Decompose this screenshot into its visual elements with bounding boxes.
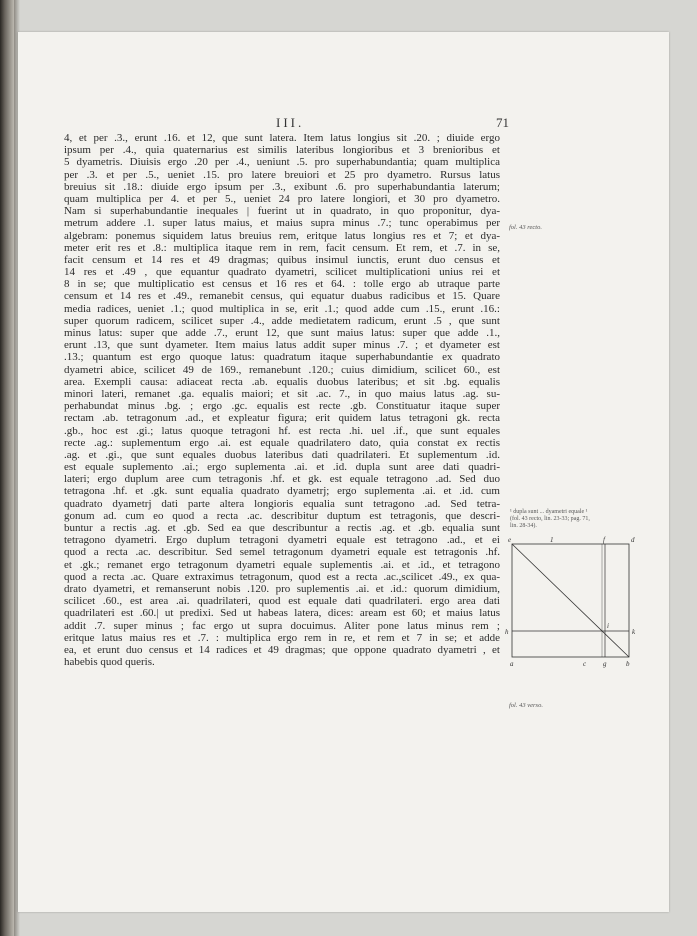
text-line: lateri; ergo duplum aree cum tetragonis .hf. et gk. est equale tetragono .ad. Sed duo xyxy=(64,473,500,486)
label-i: i xyxy=(607,622,609,630)
text-line: 8 in se; que multiplicatio est census et 16 res et 64. : tolle ergo ab utraque parte xyxy=(64,278,500,291)
text-line: .13.; quantum est ergo quoque latus: quadratum itaque superhabundantie ex quadrato xyxy=(64,351,500,364)
text-line: habebis quod queris. xyxy=(64,656,155,669)
text-line: quam multiplica per 4. et per 5., ueniet 24 pro latere longiori, et 30 pro dyametro. xyxy=(64,192,500,205)
text-line: et .gk.; remanet ergo tetragonum dyametri equale suplementis .ai. et .id., et tetragono xyxy=(64,558,500,571)
text-line: tetragono dyametri. Ergo duplum tetragoni dyametri equale est tetragono .ad., et ei xyxy=(64,534,500,547)
text-line: meter erit res et .8.: multiplica itaque rem in rem, facit censum. Et rem, et .7. in se, xyxy=(64,241,500,254)
text-line: algebram: ponemus siquidem latus breuius rem, eritque latus longius res et 7; et dya- xyxy=(64,229,500,242)
text-line: recte .ag.: suplementum ergo .ai. est equale quadrilatero dato, quia constat ex rectis xyxy=(64,436,500,449)
text-line: facit censum et 14 res et 49 dragmas; quibus insimul iunctis, erunt duo census et xyxy=(64,253,500,266)
text-line: metrum addere .1. super latus maius, et maius supra minus .7.; tunc operabimus per xyxy=(64,217,500,230)
label-f: f xyxy=(603,536,605,544)
text-line: .gb., hoc est .gi.; latus quoque tetragoni hf. est recta .hi. uel .if., que sunt equales xyxy=(64,424,500,437)
text-line: quod a recta .ac. Quare extraximus tetragonum, quod est a recta .ac.,scilicet .49., ex qua- xyxy=(64,570,500,583)
text-line: media radices, ueniet .1.; quod multiplica in se, erit .1.; quod adde cum .15., erunt .16.: xyxy=(64,302,500,315)
caption-line: lin. 28-34). xyxy=(510,523,537,529)
text-line: ipsum per .4., quia quaternarius est similis lateribus longioribus et 3 brenioribus et xyxy=(64,144,500,157)
label-g: g xyxy=(603,660,607,668)
text-line: scilicet .60., est area .ai. quadrilateri, quod est equale dati quadrilateri. ergo area dati xyxy=(64,595,500,608)
text-line: quod a recta .ac. describitur. Sed semel tetragonum dyametri equale est tetragonis .hf. xyxy=(64,546,500,559)
page-number: 71 xyxy=(496,115,509,130)
text-line: area. Exempli causa: adiaceat recta .ab. equalis duobus lateribus; et sit .bg. equalis xyxy=(64,375,500,388)
text-line: minori lateri, remanet .ga. equalis maiori; et sit .ac. 7., in quo maius latus .ag. su- xyxy=(64,387,500,400)
chapter-number: III. xyxy=(276,115,305,130)
body-text xyxy=(64,132,500,668)
text-line: erunt .13, que sunt dyameter. Item maius latus addit super minus .7. ; et dyameter est xyxy=(64,339,500,352)
geometric-figure xyxy=(504,534,644,674)
text-line: eritque latus maius res et .7. : multiplica ergo rem in re, et rem et 7 in se; et adde xyxy=(64,631,500,644)
caption-line: ¹ dupla sunt ... dyametri equale ¹ xyxy=(510,509,588,515)
label-top: 1 xyxy=(550,536,554,544)
text-line: gonum ad. cum eo quod a recta .ac. describitur duptum est tetragonis, que descri- xyxy=(64,509,500,522)
label-b: b xyxy=(626,660,630,668)
book-spine xyxy=(0,0,14,936)
text-line: dyametri abice, scilicet 49 de 169., remanebunt .120.; cuius dimidium, scilicet 60., est xyxy=(64,363,500,376)
label-h: h xyxy=(505,628,509,636)
text-line: 4, et per .3., erunt .16. et 12, que sunt latera. Item latus longius sit .20. ; diuide ergo xyxy=(64,132,500,144)
text-line: minus latus: super que adde .7., erunt 12, que sunt maius latus: super que adde .1., xyxy=(64,327,500,339)
text-line: quadrilateri est .60.| ut predixi. Sed ut habeas latera, dices: aream est 60; et maius latus xyxy=(64,607,500,620)
margin-note-verso: fol. 43 verso. xyxy=(509,702,543,709)
text-line: drato dyametri, et remanserunt nobis .120. pro suplementis .ai. et .id.: quorum dimidium, xyxy=(64,582,500,595)
diagonal-line xyxy=(512,544,629,657)
label-a: a xyxy=(510,660,514,668)
label-d: d xyxy=(631,536,635,544)
text-line: quadrato dyametrj dati parte altera longioris equalia sunt tetragono .ad. Sed tetra- xyxy=(64,497,500,510)
text-line: addit .7. super minus ; fac ergo ut supra docuimus. Aliter pone latus minus rem ; xyxy=(64,619,500,632)
text-line: 5 dyametris. Diuisis ergo .20 per .4., ueniunt .5. pro superhabundantia; quam multiplica xyxy=(64,156,500,169)
text-line: rectam .ab. tetragonum .ad., et expleatur figura; erit quidem latus tetragoni gk. recta xyxy=(64,412,500,425)
text-line: super quorum radicem, scilicet super .4., adde medietatem radicum, erunt .5 , que sunt xyxy=(64,314,500,327)
label-c: c xyxy=(583,660,587,668)
label-k: k xyxy=(632,628,636,636)
text-line: tetragona .hf. et .gk. sunt equalia quadrato dyametrj; ergo suplementa .ai. et .id. cum xyxy=(64,485,500,498)
text-line: buntur a rectis .ag. et .gb. Sed ea que describuntur a rectis .ag. et .gb. equalia sunt xyxy=(64,522,500,534)
text-line: per .3. et per .5., ueniet .15. pro latere breuiori et 25 pro dyametro. Rursus latus xyxy=(64,168,500,181)
text-line: Nam si superhabundantie inequales | fuerint ut in quadrato, in quo proponitur, dya- xyxy=(64,205,500,218)
text-line: perhabundat minus .bg. ; ergo .gc. equalis est recte .gb. Constituatur itaque super xyxy=(64,400,500,413)
caption-line: (fol. 43 recto, lin. 23-33; pag. 71, xyxy=(510,516,590,522)
text-line: 14 res et .49 , que equantur quadrato dyametri, scilicet multiplicationi unius rei et xyxy=(64,266,500,279)
text-line: est equale suplemento .ai.; ergo suplementa .ai. et .id. dupla sunt aree dati quadri- xyxy=(64,461,500,474)
book-page xyxy=(18,32,669,912)
text-line: censum et 14 res et .49., remanebit census, qui equatur duabus radicibus et 15. Quare xyxy=(64,290,500,303)
text-line: ea, et erunt duo census et 14 radices et 49 dragmas; que oppone quadrato dyametri , et xyxy=(64,643,500,656)
margin-note-recto: fol. 43 recto. xyxy=(509,224,542,231)
label-e: e xyxy=(508,536,512,544)
figure-caption xyxy=(510,509,640,530)
text-line: breuius sit .18.: diuide ergo ipsum per .3., exibunt .6. pro superhabundantia laterum; xyxy=(64,180,500,193)
text-line: .ag. et .gi., que sunt equales duobus lateribus dati quadrilateri. Et suplementum .id. xyxy=(64,448,500,461)
